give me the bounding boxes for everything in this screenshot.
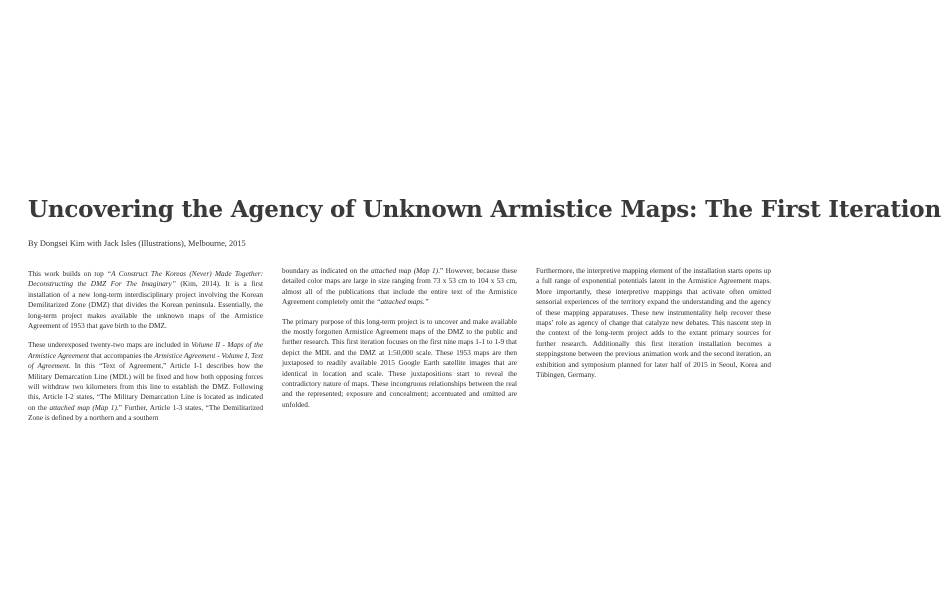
body-text: The primary purpose of this long-term project is to uncover and make available the mostly forgotten Armistice Agreement maps of the DMZ to the public and further research. This first iteration focuses on the first nine maps 1-1 to 1-9 that depict the MDL and the DMZ at 1:50,000 scale. These 1953 maps are then juxtaposed to readily available 2015 Google Earth satellite images that are identical in location and scale. These juxtapositions start to reveal the contradictory nature of maps. These incongruous relationships between the real and the represented; exposure and concealment; accentuated and omitted are unfolded. (282, 316, 517, 409)
italic-text: attached map (Map 1) (49, 402, 117, 412)
italic-text: “A Construct The Koreas (Never) Made Together: Deconstructing the DMZ For The Imaginary” (28, 269, 264, 289)
italic-text: Armistice Agreement - Volume I, Text of Agreement (28, 350, 263, 371)
body-paragraph (282, 317, 517, 411)
body-text: . In this “Text of Agreement,” Article I-1 describes how the Military Demarcation Line (MDL) will be fixed and how both opposing forces will withdraw two kilometers from this line to establish the DMZ. Following this, Article I-2 states, “The Military Demarcation Line is located as indicated on the (28, 361, 263, 412)
body-text: Furthermore, the interpretive mapping element of the installation starts opens up a full range of exponential potentials latent in the Armistice Agreement maps. More importantly, these interpretive mappings that activate often omitted sensorial experiences of the territory expand the understanding and the agency of these mapping apparatuses. These new instrumentality help recover these maps’ role as agency of change that catalyze new debates. This nascent step in the context of the long-term project adds to the extant primary sources for further research. Additionally this first iteration installation becomes a steppingstone between the previous animation work and the second iteration, an exhibition and symposium planned for later half of 2015 in Seoul, Korea and Tübingen, Germany. (536, 266, 771, 380)
body-text: boundary as indicated on the (282, 266, 372, 275)
body-text: This work builds on top (28, 269, 108, 278)
italic-text: attached map (Map 1) (371, 266, 439, 275)
body-paragraph (536, 266, 771, 380)
body-text: that accompanies the (89, 350, 155, 360)
italic-text: Volume II - Maps of the Armistice Agreement (28, 340, 263, 360)
text-column-1 (28, 269, 263, 433)
body-text: These underexposed twenty-two maps are included in (28, 340, 192, 350)
body-text: .” However, because these detailed color maps are large in size ranging from 73 x 53 cm to 104 x 53 cm, almost all of the publications that include the entire text of the Armistice Agreement completely omit the (282, 266, 517, 307)
body-text: .” Further, Article 1-3 states, “The Demilitarized Zone is defined by a northern and a southern (28, 402, 263, 423)
text-column-2 (282, 266, 517, 419)
article-byline: By Dongsei Kim with Jack Isles (Illustrations), Melbourne, 2015 (28, 239, 246, 248)
body-text: (Kim, 2014). It is a first installation of a new long-term interdisciplinary project involving the Korean Demilitarized Zone (DMZ) that divides the Korean peninsula. Essentially, the long-term project makes available the unknown maps of the Armistice Agreement of 1953 that gave birth to the DMZ. (28, 279, 263, 331)
text-column-3 (536, 266, 771, 389)
body-paragraph (28, 269, 263, 331)
body-paragraph (282, 266, 517, 308)
article-title: Uncovering the Agency of Unknown Armistice Maps: The First Iteration (28, 196, 941, 223)
italic-text: “attached maps.” (376, 297, 429, 307)
body-paragraph (28, 340, 263, 423)
